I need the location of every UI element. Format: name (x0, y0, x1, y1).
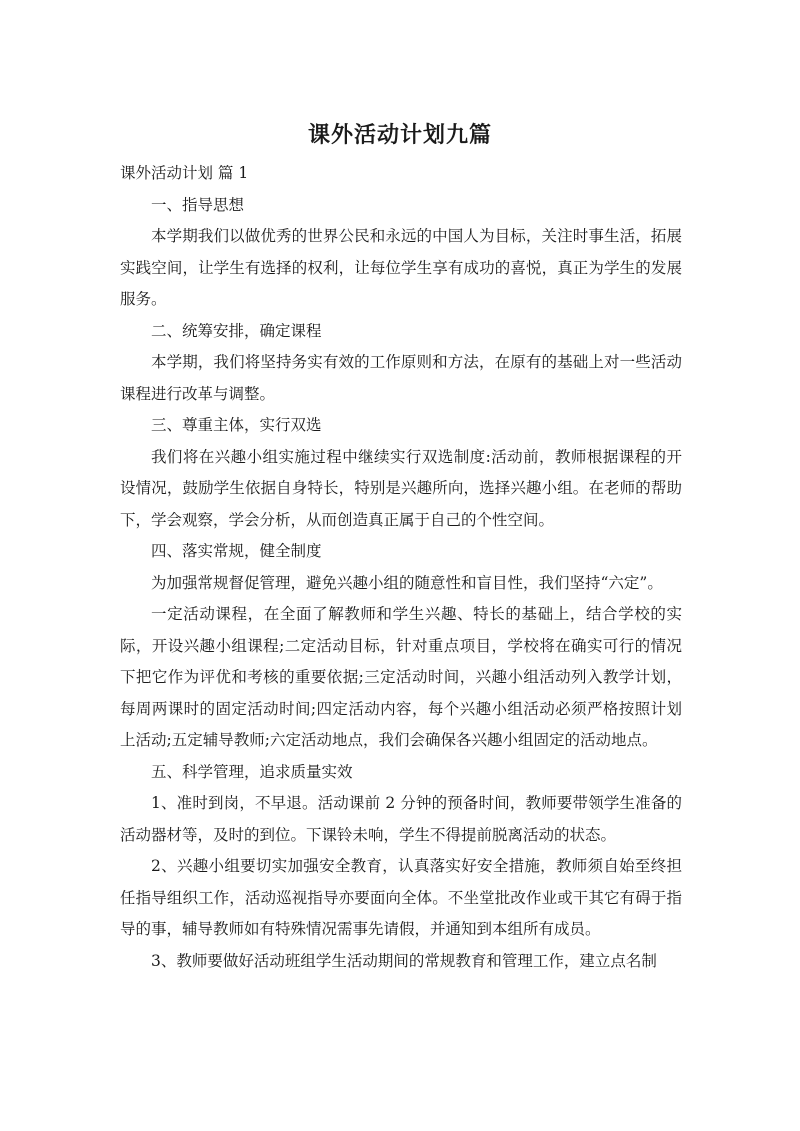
paragraph-rule-3: 3、教师要做好活动班组学生活动期间的常规教育和管理工作，建立点名制 (151, 951, 657, 970)
paragraph-respect-subject: 我们将在兴趣小组实施过程中继续实行双选制度:活动前，教师根据课程的开设情况，鼓励学生依据自身特长，特别是兴趣所向，选择兴趣小组。在老师的帮助下，学会观察，学会分析，从而创造真正属于自己的个性空间。 (120, 447, 682, 529)
heading-scientific-management: 五、科学管理，追求质量实效 (151, 762, 353, 781)
document-title: 课外活动计划九篇 (307, 123, 492, 148)
section-subtitle: 课外活动计划 篇 1 (120, 164, 249, 182)
paragraph-implement-routine: 为加强常规督促管理，避免兴趣小组的随意性和盲目性，我们坚持“六定”。 (151, 573, 663, 592)
paragraph-rule-1: 1、准时到岗，不早退。活动课前 2 分钟的预备时间，教师要带领学生准备的活动器材等，及时的到位。下课铃未响，学生不得提前脱离活动的状态。 (120, 794, 682, 844)
heading-guiding-ideology: 一、指导思想 (151, 195, 245, 214)
heading-overall-arrangement: 二、统筹安排，确定课程 (151, 321, 322, 340)
heading-implement-routine: 四、落实常规，健全制度 (151, 542, 322, 560)
document-body (120, 158, 682, 977)
paragraph-overall-arrangement: 本学期，我们将坚持务实有效的工作原则和方法，在原有的基础上对一些活动课程进行改革与调整。 (120, 353, 682, 403)
paragraph-guiding-ideology: 本学期我们以做优秀的世界公民和永远的中国人为目标，关注时事生活，拓展实践空间，让学生有选择的权利，让每位学生享有成功的喜悦，真正为学生的发展服务。 (120, 227, 682, 308)
paragraph-six-fixed: 一定活动课程，在全面了解教师和学生兴趣、特长的基础上，结合学校的实际，开设兴趣小组课程;二定活动目标，针对重点项目，学校将在确实可行的情况下把它作为评优和考核的重要依据;三定活动时间，兴趣小组活动列入教学计划，每周两课时的固定活动时间;四定活动内容，每个兴趣小组活动必须严格按照计划上活动;五定辅导教师;六定活动地点，我们会确保各兴趣小组固定的活动地点。 (120, 605, 682, 749)
paragraph-rule-2: 2、兴趣小组要切实加强安全教育，认真落实好安全措施，教师须自始至终担任指导组织工作，活动巡视指导亦要面向全体。不坐堂批改作业或干其它有碍于指导的事，辅导教师如有特殊情况需事先请假，并通知到本组所有成员。 (120, 857, 682, 938)
heading-respect-subject: 三、尊重主体，实行双选 (151, 416, 322, 434)
